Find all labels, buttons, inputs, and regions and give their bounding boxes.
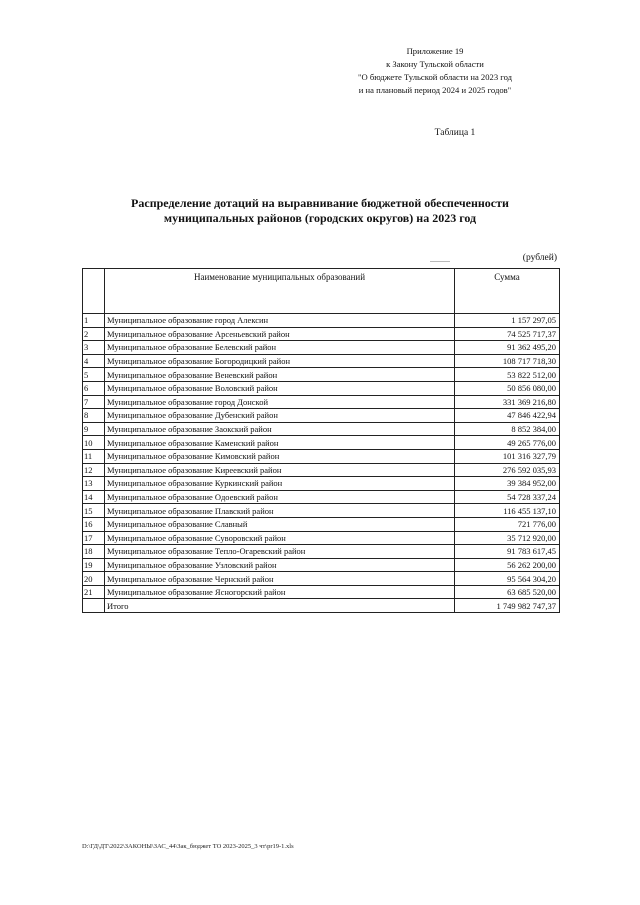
- row-amount: 49 265 776,00: [455, 436, 560, 450]
- row-name: Муниципальное образование Славный: [105, 517, 455, 531]
- row-amount: 74 525 717,37: [455, 327, 560, 341]
- row-name: Муниципальное образование Кимовский район: [105, 449, 455, 463]
- row-name: Муниципальное образование Киреевский район: [105, 463, 455, 477]
- row-name: Муниципальное образование Плавский район: [105, 504, 455, 518]
- row-name: Муниципальное образование Чернский район: [105, 572, 455, 586]
- row-amount: 116 455 137,10: [455, 504, 560, 518]
- row-number: [83, 599, 105, 613]
- row-number: 16: [83, 517, 105, 531]
- row-name: Муниципальное образование Суворовский район: [105, 531, 455, 545]
- row-number: 21: [83, 585, 105, 599]
- row-amount: 39 384 952,00: [455, 477, 560, 491]
- header-number: [83, 269, 105, 314]
- row-amount: 276 592 035,93: [455, 463, 560, 477]
- row-amount: 331 369 216,80: [455, 395, 560, 409]
- row-number: 5: [83, 368, 105, 382]
- table-row: [83, 395, 560, 409]
- document-title: [90, 196, 550, 226]
- row-amount: 101 316 327,79: [455, 449, 560, 463]
- row-number: 8: [83, 409, 105, 423]
- row-name: Муниципальное образование город Алексин: [105, 314, 455, 328]
- appendix-line-1: Приложение 19: [406, 46, 464, 56]
- row-number: 11: [83, 449, 105, 463]
- table-row: [83, 477, 560, 491]
- table-row: [83, 327, 560, 341]
- appendix-block: [320, 45, 550, 97]
- units-label: (рублей): [522, 253, 557, 263]
- row-amount: 47 846 422,94: [455, 409, 560, 423]
- row-number: 17: [83, 531, 105, 545]
- table-row: [83, 558, 560, 572]
- row-number: 10: [83, 436, 105, 450]
- row-name: Итого: [105, 599, 455, 613]
- row-amount: 8 852 384,00: [455, 422, 560, 436]
- table-row: [83, 409, 560, 423]
- row-name: Муниципальное образование Веневский район: [105, 368, 455, 382]
- row-name: Муниципальное образование Ясногорский район: [105, 585, 455, 599]
- row-amount: 95 564 304,20: [455, 572, 560, 586]
- row-amount: 721 776,00: [455, 517, 560, 531]
- appendix-line-3: "О бюджете Тульской области на 2023 год: [358, 72, 512, 82]
- row-number: 13: [83, 477, 105, 491]
- table-label: Таблица 1: [434, 128, 476, 138]
- table-row: [83, 490, 560, 504]
- table-row: [83, 436, 560, 450]
- table-row: [83, 381, 560, 395]
- row-number: 14: [83, 490, 105, 504]
- row-name: Муниципальное образование Дубенский район: [105, 409, 455, 423]
- row-name: Муниципальное образование Куркинский район: [105, 477, 455, 491]
- row-number: 1: [83, 314, 105, 328]
- row-number: 18: [83, 545, 105, 559]
- row-number: 4: [83, 354, 105, 368]
- title-line-1: Распределение дотаций на выравнивание бюджетной обеспеченности: [131, 196, 509, 210]
- appendix-line-4: и на плановый период 2024 и 2025 годов": [358, 85, 512, 95]
- row-amount: 54 728 337,24: [455, 490, 560, 504]
- row-amount: 53 822 512,00: [455, 368, 560, 382]
- table-row: [83, 517, 560, 531]
- row-name: Муниципальное образование Узловский район: [105, 558, 455, 572]
- row-number: 7: [83, 395, 105, 409]
- row-amount: 50 856 080,00: [455, 381, 560, 395]
- row-number: 12: [83, 463, 105, 477]
- row-name: Муниципальное образование город Донской: [105, 395, 455, 409]
- row-number: 3: [83, 341, 105, 355]
- table-row: [83, 341, 560, 355]
- row-amount: 1 157 297,05: [455, 314, 560, 328]
- row-name: Муниципальное образование Богородицкий район: [105, 354, 455, 368]
- row-number: 2: [83, 327, 105, 341]
- table-row: [83, 368, 560, 382]
- table-row: [83, 531, 560, 545]
- appendix-line-2: к Закону Тульской области: [386, 59, 484, 69]
- row-name: Муниципальное образование Тепло-Огаревский район: [105, 545, 455, 559]
- row-number: 9: [83, 422, 105, 436]
- row-amount: 1 749 982 747,37: [455, 599, 560, 613]
- row-number: 20: [83, 572, 105, 586]
- table-row: [83, 314, 560, 328]
- row-name: Муниципальное образование Одоевский район: [105, 490, 455, 504]
- row-name: Муниципальное образование Заокский район: [105, 422, 455, 436]
- footer-file-path: D:\ГД\ДТ\2022\ЗАКОНЫ\ЗАС_44\Зак_бюджет ТО 2023-2025_3 чт\pr19-1.xls: [82, 843, 294, 850]
- table-row: [83, 504, 560, 518]
- row-number: 6: [83, 381, 105, 395]
- row-name: Муниципальное образование Воловский район: [105, 381, 455, 395]
- row-amount: 91 783 617,45: [455, 545, 560, 559]
- table-row: [83, 422, 560, 436]
- table-row: [83, 354, 560, 368]
- scan-artifact-line: [430, 261, 450, 262]
- table-row: [83, 449, 560, 463]
- row-name: Муниципальное образование Каменский район: [105, 436, 455, 450]
- total-row: [83, 599, 560, 613]
- row-amount: 56 262 200,00: [455, 558, 560, 572]
- table-row: [83, 545, 560, 559]
- table-row: [83, 463, 560, 477]
- row-name: Муниципальное образование Белевский район: [105, 341, 455, 355]
- row-amount: 108 717 718,30: [455, 354, 560, 368]
- row-name: Муниципальное образование Арсеньевский район: [105, 327, 455, 341]
- row-number: 15: [83, 504, 105, 518]
- row-number: 19: [83, 558, 105, 572]
- header-name: Наименование муниципальных образований: [105, 269, 455, 314]
- table-row: [83, 572, 560, 586]
- title-line-2: муниципальных районов (городских округов) на 2023 год: [163, 211, 477, 225]
- row-amount: 35 712 920,00: [455, 531, 560, 545]
- row-amount: 63 685 520,00: [455, 585, 560, 599]
- header-amount: Сумма: [455, 269, 560, 314]
- table-header-row: [83, 269, 560, 314]
- subsidy-table: [82, 268, 560, 613]
- row-amount: 91 362 495,20: [455, 341, 560, 355]
- table-row: [83, 585, 560, 599]
